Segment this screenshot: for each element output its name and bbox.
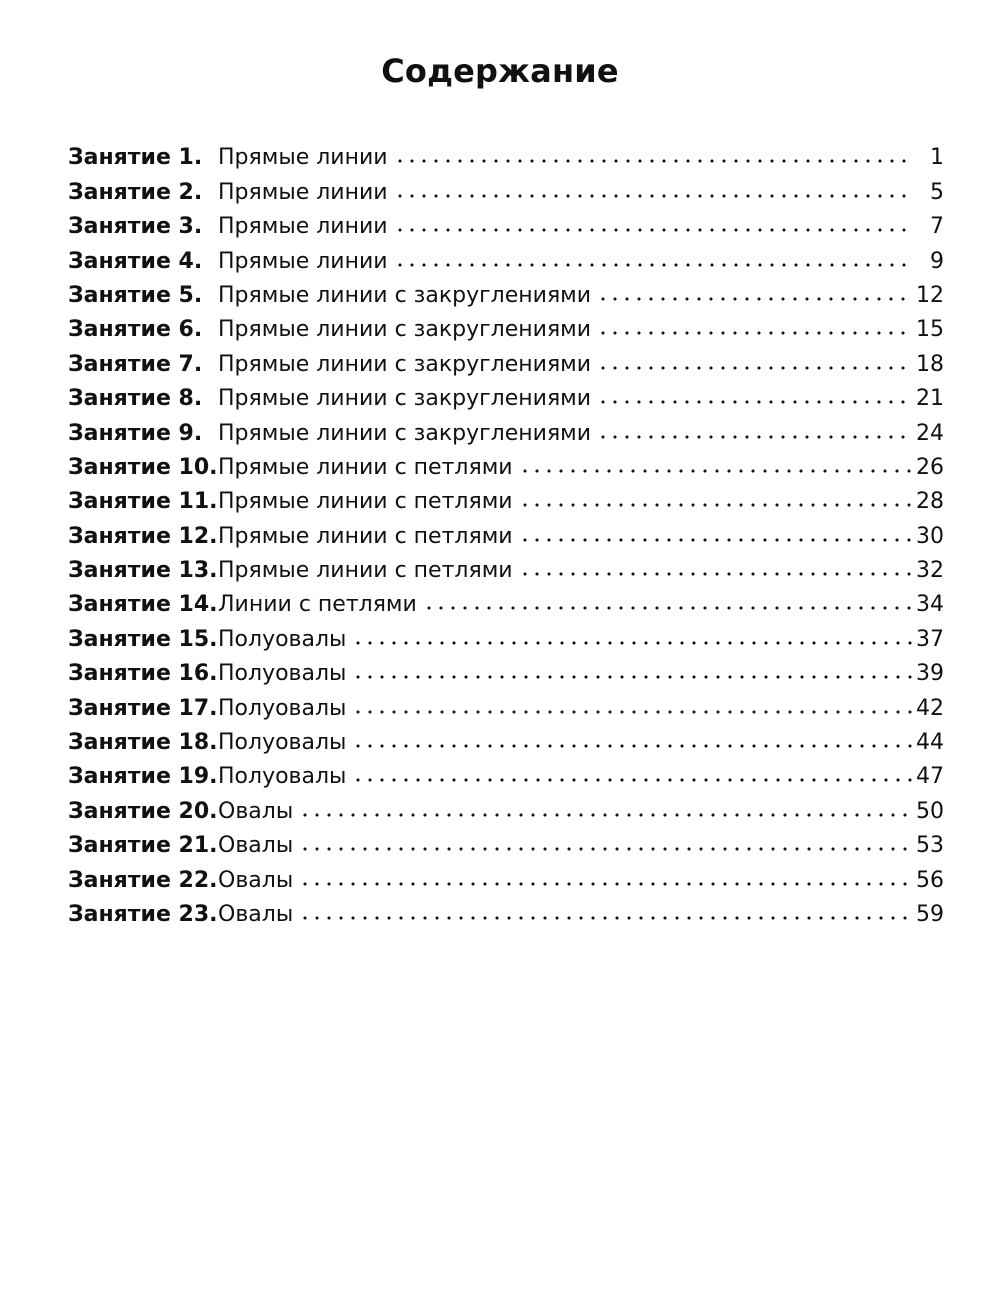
toc-entry[interactable] — [68, 618, 944, 652]
toc-entry-page-number: 21 — [916, 386, 944, 412]
toc-entry-label: Занятие 23. — [68, 901, 218, 927]
toc-entry[interactable] — [68, 206, 944, 240]
toc-entry[interactable] — [68, 825, 944, 859]
toc-entry-label: Занятие 20. — [68, 798, 218, 824]
toc-entry-topic: Полуовалы — [218, 661, 347, 687]
toc-entry-label: Занятие 13. — [68, 558, 218, 584]
toc-entry-topic: Прямые линии — [218, 145, 388, 171]
dot-leader — [519, 467, 912, 475]
dot-leader — [519, 536, 912, 544]
toc-entry[interactable] — [68, 275, 944, 309]
toc-entry[interactable] — [68, 447, 944, 481]
toc-entry-label: Занятие 15. — [68, 626, 218, 652]
table-of-contents — [68, 137, 944, 928]
toc-entry-label: Занятие 21. — [68, 833, 218, 859]
dot-leader — [299, 880, 912, 888]
dot-leader — [519, 501, 912, 509]
toc-entry-label: Занятие 12. — [68, 523, 218, 549]
toc-entry-topic: Прямые линии с петлями — [218, 523, 513, 549]
toc-entry-topic: Прямые линии с петлями — [218, 558, 513, 584]
toc-entry-label: Занятие 8. — [68, 386, 203, 412]
toc-entry-page-number: 24 — [916, 420, 944, 446]
dot-leader — [423, 604, 912, 612]
toc-entry-topic: Прямые линии — [218, 214, 388, 240]
toc-entry[interactable] — [68, 756, 944, 790]
toc-entry[interactable] — [68, 859, 944, 893]
toc-entry-topic: Прямые линии с закруглениями — [218, 386, 592, 412]
toc-entry[interactable] — [68, 550, 944, 584]
dot-leader — [394, 261, 912, 269]
toc-entry-label: Занятие 17. — [68, 695, 218, 721]
dot-leader — [299, 914, 912, 922]
toc-entry-page-number: 39 — [916, 661, 944, 687]
toc-entry[interactable] — [68, 687, 944, 721]
dot-leader — [394, 226, 912, 234]
toc-entry-topic: Полуовалы — [218, 764, 347, 790]
toc-entry-page-number: 26 — [916, 454, 944, 480]
toc-entry-topic: Прямые линии — [218, 248, 388, 274]
page-title: Содержание — [381, 52, 619, 90]
toc-entry-page-number: 56 — [916, 867, 944, 893]
toc-entry-label: Занятие 16. — [68, 661, 218, 687]
toc-entry[interactable] — [68, 137, 944, 171]
dot-leader — [299, 845, 912, 853]
toc-entry-label: Занятие 2. — [68, 179, 203, 205]
toc-entry-page-number: 32 — [916, 558, 944, 584]
toc-entry[interactable] — [68, 343, 944, 377]
toc-entry-page-number: 18 — [916, 351, 944, 377]
toc-entry-label: Занятие 18. — [68, 730, 218, 756]
toc-entry-topic: Полуовалы — [218, 626, 347, 652]
toc-entry[interactable] — [68, 722, 944, 756]
toc-entry-page-number: 37 — [916, 626, 944, 652]
dot-leader — [519, 570, 912, 578]
toc-entry-label: Занятие 5. — [68, 282, 203, 308]
dot-leader — [394, 192, 912, 200]
dot-leader — [299, 811, 912, 819]
toc-entry-label: Занятие 11. — [68, 489, 218, 515]
dot-leader — [597, 329, 912, 337]
toc-entry-label: Занятие 14. — [68, 592, 218, 618]
toc-entry[interactable] — [68, 515, 944, 549]
toc-entry-label: Занятие 4. — [68, 248, 203, 274]
dot-leader — [597, 295, 912, 303]
toc-entry-topic: Прямые линии с закруглениями — [218, 420, 592, 446]
toc-entry[interactable] — [68, 171, 944, 205]
toc-entry-topic: Полуовалы — [218, 695, 347, 721]
toc-entry-page-number: 1 — [930, 145, 944, 171]
toc-entry-label: Занятие 19. — [68, 764, 218, 790]
toc-entry[interactable] — [68, 653, 944, 687]
toc-entry[interactable] — [68, 790, 944, 824]
toc-entry-topic: Овалы — [218, 901, 294, 927]
toc-entry-topic: Прямые линии с закруглениями — [218, 317, 592, 343]
toc-entry-topic: Овалы — [218, 833, 294, 859]
dot-leader — [597, 433, 912, 441]
dot-leader — [352, 708, 912, 716]
toc-entry-topic: Прямые линии с закруглениями — [218, 282, 592, 308]
toc-entry-topic: Полуовалы — [218, 730, 347, 756]
toc-entry-label: Занятие 3. — [68, 214, 203, 240]
toc-entry-label: Занятие 6. — [68, 317, 203, 343]
toc-entry[interactable] — [68, 309, 944, 343]
toc-entry-topic: Прямые линии с петлями — [218, 454, 513, 480]
toc-entry-page-number: 7 — [930, 214, 944, 240]
dot-leader — [352, 639, 912, 647]
toc-entry[interactable] — [68, 584, 944, 618]
toc-entry-page-number: 59 — [916, 901, 944, 927]
toc-entry-page-number: 47 — [916, 764, 944, 790]
toc-entry-label: Занятие 10. — [68, 454, 218, 480]
toc-entry-label: Занятие 9. — [68, 420, 203, 446]
toc-entry-page-number: 53 — [916, 833, 944, 859]
toc-entry-page-number: 50 — [916, 798, 944, 824]
dot-leader — [352, 776, 912, 784]
toc-entry-page-number: 28 — [916, 489, 944, 515]
toc-entry-label: Занятие 7. — [68, 351, 203, 377]
toc-entry-page-number: 34 — [916, 592, 944, 618]
toc-entry-page-number: 44 — [916, 730, 944, 756]
toc-entry-topic: Прямые линии — [218, 179, 388, 205]
toc-entry[interactable] — [68, 481, 944, 515]
toc-entry-page-number: 9 — [930, 248, 944, 274]
toc-entry-topic: Овалы — [218, 867, 294, 893]
toc-entry-page-number: 42 — [916, 695, 944, 721]
toc-entry-topic: Прямые линии с петлями — [218, 489, 513, 515]
dot-leader — [597, 364, 912, 372]
toc-entry-page-number: 12 — [916, 282, 944, 308]
toc-entry-page-number: 5 — [930, 179, 944, 205]
toc-entry[interactable] — [68, 894, 944, 928]
toc-entry-topic: Овалы — [218, 798, 294, 824]
toc-entry-topic: Линии с петлями — [218, 592, 417, 618]
toc-entry-label: Занятие 1. — [68, 145, 203, 171]
toc-entry-page-number: 30 — [916, 523, 944, 549]
dot-leader — [394, 157, 912, 165]
toc-entry-topic: Прямые линии с закруглениями — [218, 351, 592, 377]
toc-entry-page-number: 15 — [916, 317, 944, 343]
dot-leader — [352, 742, 912, 750]
toc-entry[interactable] — [68, 378, 944, 412]
toc-entry-label: Занятие 22. — [68, 867, 218, 893]
toc-entry[interactable] — [68, 412, 944, 446]
toc-entry[interactable] — [68, 240, 944, 274]
dot-leader — [597, 398, 912, 406]
dot-leader — [352, 673, 912, 681]
